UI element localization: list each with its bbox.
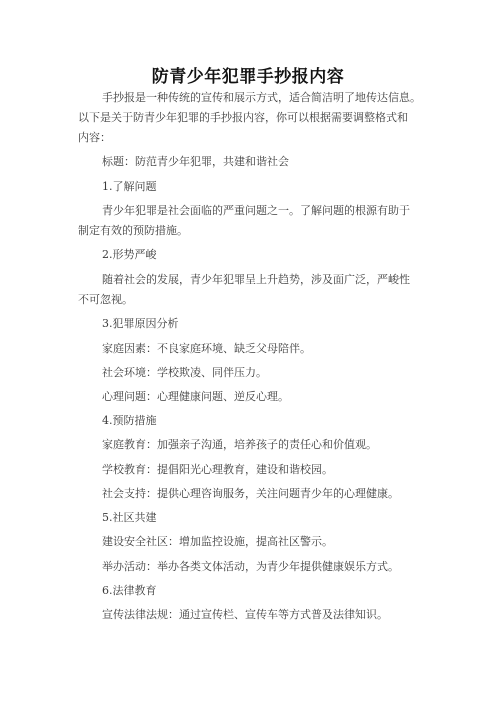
section-2-line-2: 不可忽视。 [78, 293, 133, 306]
section-4-line-1: 家庭教育：加强亲子沟通，培养孩子的责任心和价值观。 [102, 438, 377, 451]
section-3-line-2: 社会环境：学校欺凌、同伴压力。 [102, 366, 267, 379]
section-heading-6: 6.法律教育 [102, 584, 157, 597]
section-heading-2: 2.形势严峻 [102, 248, 157, 261]
page-title: 防青少年犯罪手抄报内容 [151, 67, 345, 87]
section-4-line-2: 学校教育：提倡阳光心理教育，建设和谐校园。 [102, 463, 333, 476]
intro-line-1: 手抄报是一种传统的宣传和展示方式，适合简洁明了地传达信息。 [102, 91, 421, 104]
section-2-line-1: 随着社会的发展，青少年犯罪呈上升趋势，涉及面广泛，严峻性 [102, 273, 410, 286]
intro-line-3: 内容： [78, 131, 111, 144]
section-1-line-2: 制定有效的预防措施。 [78, 224, 188, 237]
section-4-line-3: 社会支持：提供心理咨询服务，关注问题青少年的心理健康。 [102, 487, 399, 500]
intro-line-2: 以下是关于防青少年犯罪的手抄报内容，你可以根据需要调整格式和 [78, 111, 408, 124]
section-1-line-1: 青少年犯罪是社会面临的严重问题之一。了解问题的根源有助于 [102, 204, 410, 217]
section-5-line-1: 建设安全社区：增加监控设施，提高社区警示。 [102, 535, 333, 548]
section-6-line-1: 宣传法律法规：通过宣传栏、宣传车等方式普及法律知识。 [102, 608, 388, 621]
section-heading-5: 5.社区共建 [102, 511, 157, 524]
section-3-line-3: 心理问题：心理健康问题、逆反心理。 [102, 390, 289, 403]
section-5-line-2: 举办活动：举办各类文体活动，为青少年提供健康娱乐方式。 [102, 560, 399, 573]
section-heading-1: 1.了解问题 [102, 180, 157, 193]
section-heading-3: 3.犯罪原因分析 [102, 317, 179, 330]
headline: 标题：防范青少年犯罪，共建和谐社会 [102, 155, 289, 168]
section-3-line-1: 家庭因素：不良家庭环境、缺乏父母陪伴。 [102, 342, 311, 355]
section-heading-4: 4.预防措施 [102, 414, 157, 427]
